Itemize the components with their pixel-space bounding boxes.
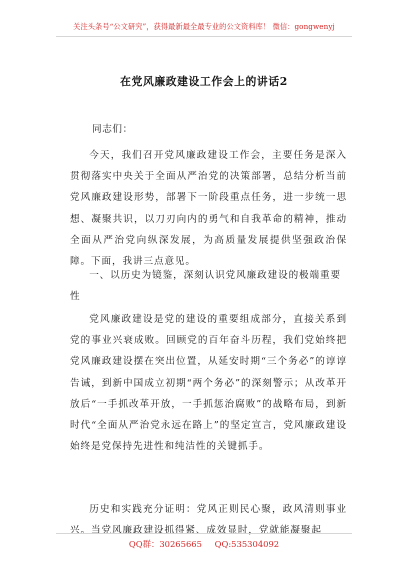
paragraph-text: 今天，我们召开党风廉政建设工作会，主要任务是深入贯彻落实中央关于全面从严治党的决策部署，总结分析当前党风廉政建设形势，部署下一阶段重点任务，进一步统一思想、凝聚共识，以刀刃向内的勇气和自我革命的精神，推动全面从严治党向纵深发展，为高质量发展提供坚强政治保障。下面，我讲三点意见。 — [70, 150, 347, 268]
section-heading-1 — [70, 265, 347, 307]
footer-contact — [0, 538, 408, 550]
salutation: 同志们： — [92, 124, 133, 135]
page-title: 在党风廉政建设工作会上的讲话2 — [120, 75, 288, 88]
section-heading-text: 一、以历史为镜鉴，深刻认识党风廉政建设的极端重要性 — [70, 270, 342, 303]
header-divider — [56, 36, 352, 37]
paragraph-intro — [70, 145, 347, 272]
paragraph-history — [70, 309, 347, 457]
header-promo-note: 关注头条号“公文研究”，获得最新最全最专业的公文资料库！ 微信：gongwenyj — [73, 22, 335, 31]
footer-qq-group: QQ群：30265665 — [128, 539, 202, 549]
paragraph-text: 党风廉政建设是党的建设的重要组成部分，直接关系到党的事业兴衰成败。回顾党的百年奋斗历程，我们党始终把党风廉政建设摆在突出位置，从延安时期“三个务必”的谆谆告诫，到新中国成立初期“两个务必”的深刻警示；从改革开放后“一手抓改革开放，一手抓惩治腐败”的战略布局，到新时代“全面从严治党永远在路上”的坚定宣言，党风廉政建设始终是党保持先进性和纯洁性的关键抓手。 — [70, 314, 347, 453]
footer-divider — [56, 533, 352, 534]
paragraph-evidence — [70, 499, 347, 541]
paragraph-text: 历史和实践充分证明：党风正则民心聚，政风清则事业兴。当党风廉政建设抓得紧、成效显时，党就能凝聚起 — [70, 504, 347, 537]
footer-qq: QQ:535304092 — [214, 539, 280, 549]
